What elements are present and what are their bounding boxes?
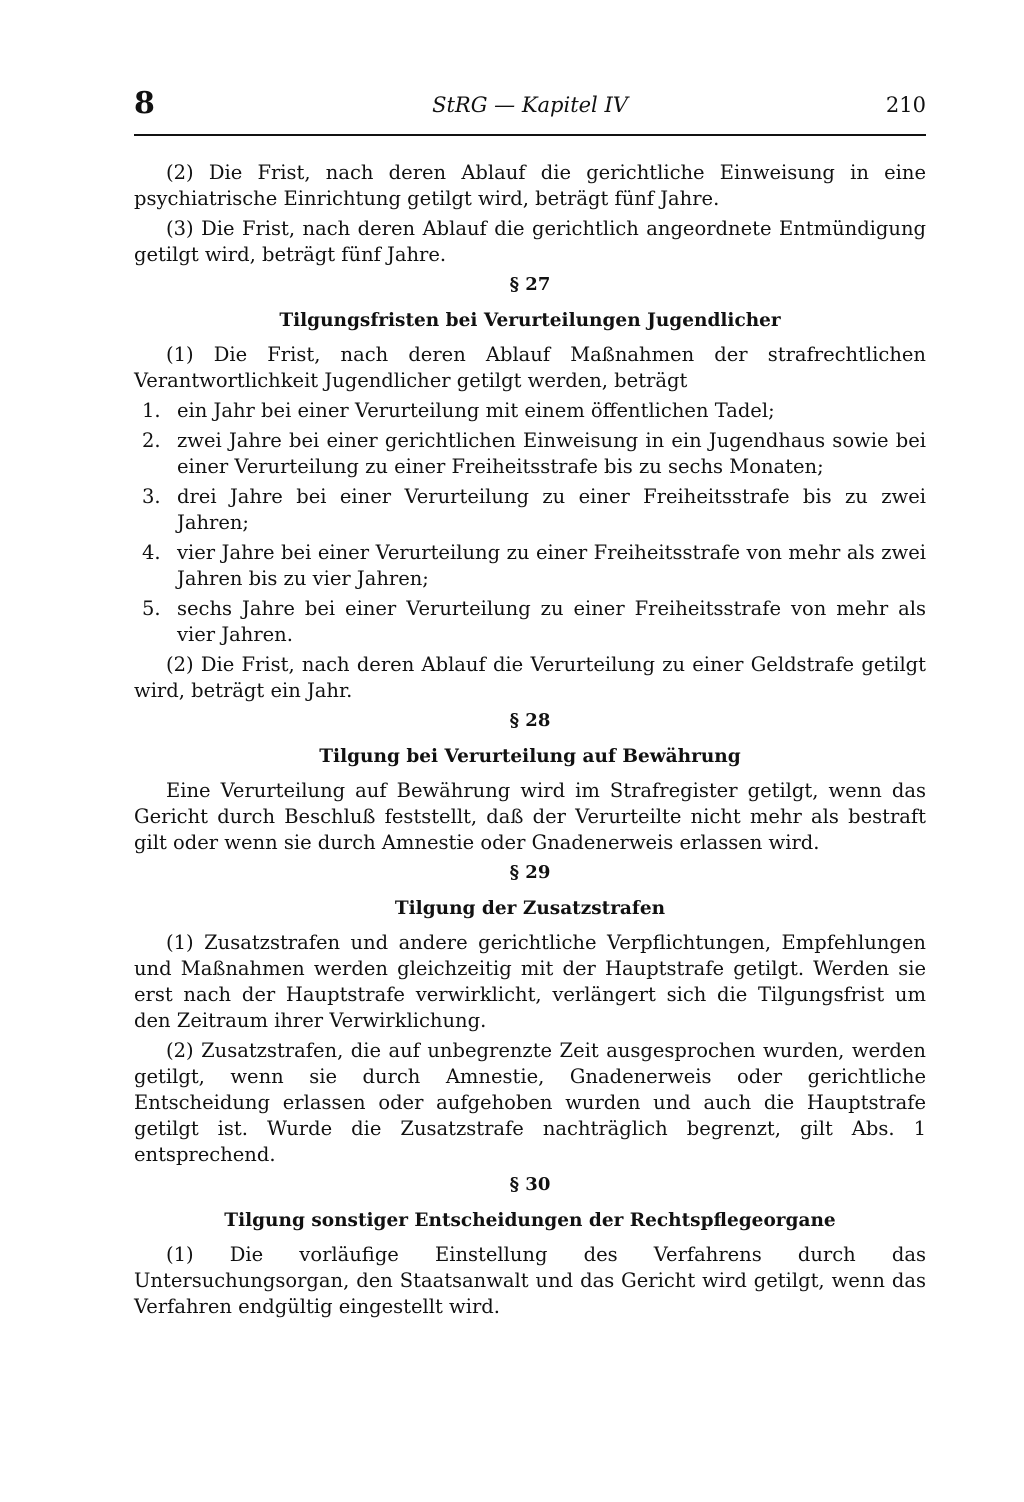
- paragraph: (1) Zusatzstrafen und andere gerichtliche Verpflichtungen, Empfehlungen und Maßnahmen werden gleichzeitig mit der Hauptstrafe getilgt. Werden sie erst nach der Hauptstrafe verwirklicht, verlängert sich die Tilgungsfrist um den Zeitraum ihrer Verwirklichung.: [134, 931, 926, 1032]
- paragraph: (3) Die Frist, nach deren Ablauf die gerichtlich angeordnete Entmündigung getilgt wird, beträgt fünf Jahre.: [134, 217, 926, 266]
- list-item-number: 3.: [142, 485, 161, 508]
- running-title: StRG — Kapitel IV: [432, 93, 628, 117]
- paragraph: Eine Verurteilung auf Bewährung wird im Strafregister getilgt, wenn das Gericht durch Beschluß feststellt, daß der Verurteilte nicht mehr als bestraft gilt oder wenn sie durch Amnestie oder Gnadenerweis erlassen wird.: [134, 779, 926, 854]
- paragraph: (1) Die Frist, nach deren Ablauf Maßnahmen der strafrechtlichen Verantwortlichkeit Jugendlicher getilgt werden, beträgt: [134, 343, 926, 392]
- paragraph: (2) Die Frist, nach deren Ablauf die Verurteilung zu einer Geldstrafe getilgt wird, beträgt ein Jahr.: [134, 653, 926, 702]
- list-item-text: drei Jahre bei einer Verurteilung zu einer Freiheitsstrafe bis zu zwei Jahren;: [177, 485, 926, 534]
- list-item: [134, 540, 926, 592]
- list-item: [134, 428, 926, 480]
- section-number: § 27: [509, 274, 551, 295]
- list-item-text: ein Jahr bei einer Verurteilung mit einem öffentlichen Tadel;: [177, 399, 775, 422]
- section-title: Tilgung bei Verurteilung auf Bewährung: [319, 746, 741, 767]
- list-item-number: 2.: [142, 429, 161, 452]
- header-rule: [134, 134, 926, 136]
- paragraph: (2) Zusatzstrafen, die auf unbegrenzte Zeit ausgesprochen wurden, werden getilgt, wenn sie durch Amnestie, Gnadenerweis oder gerichtliche Entscheidung erlassen oder aufgehoben wurden und auch die Hauptstrafe getilgt ist. Wurde die Zusatzstrafe nachträglich begrenzt, gilt Abs. 1 entsprechend.: [134, 1039, 926, 1166]
- list-item-number: 4.: [142, 541, 161, 564]
- list-item: [134, 398, 926, 424]
- section-number: § 29: [509, 862, 551, 883]
- list-item: [134, 596, 926, 648]
- section-number: § 28: [509, 710, 551, 731]
- list-item-text: zwei Jahre bei einer gerichtlichen Einweisung in ein Jugendhaus sowie bei einer Verurteilung zu einer Freiheitsstrafe bis zu sechs Monaten;: [177, 429, 926, 478]
- list-item-text: sechs Jahre bei einer Verurteilung zu einer Freiheitsstrafe von mehr als vier Jahren.: [177, 597, 926, 646]
- list-item: [134, 484, 926, 536]
- paragraph: (2) Die Frist, nach deren Ablauf die gerichtliche Einweisung in eine psychiatrische Einrichtung getilgt wird, beträgt fünf Jahre.: [134, 161, 926, 210]
- paragraph: (1) Die vorläufige Einstellung des Verfahrens durch das Untersuchungsorgan, den Staatsanwalt und das Gericht wird getilgt, wenn das Verfahren endgültig eingestellt wird.: [134, 1243, 926, 1318]
- chapter-number: 8: [134, 86, 155, 121]
- section-title: Tilgungsfristen bei Verurteilungen Jugendlicher: [279, 310, 781, 331]
- page-body: [134, 160, 926, 1324]
- section-number: § 30: [509, 1174, 551, 1195]
- list-item-number: 5.: [142, 597, 161, 620]
- page-header: [134, 86, 926, 130]
- list-item-text: vier Jahre bei einer Verurteilung zu einer Freiheitsstrafe von mehr als zwei Jahren bis zu vier Jahren;: [177, 541, 926, 590]
- section-title: Tilgung der Zusatzstrafen: [394, 898, 666, 919]
- section-title: Tilgung sonstiger Entscheidungen der Rechtspflegeorgane: [224, 1210, 836, 1231]
- list-item-number: 1.: [142, 399, 161, 422]
- page-number: 210: [885, 93, 926, 117]
- enumerated-list: [134, 398, 926, 648]
